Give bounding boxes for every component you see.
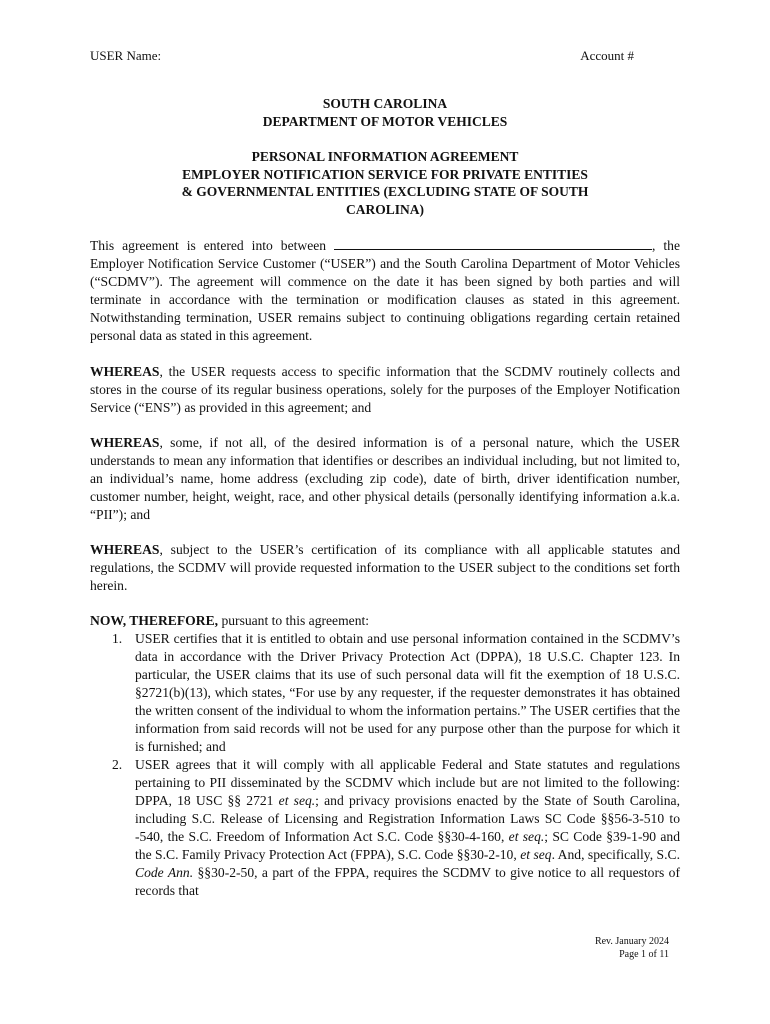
- intro-text-start: This agreement is entered into between: [90, 238, 335, 253]
- agreement-title: [90, 148, 680, 218]
- item2-italic: et seq: [520, 847, 552, 862]
- item2-text-part: . And, specifically, S.C.: [551, 847, 680, 862]
- list-item-text: USER certifies that it is entitled to obtain and use personal information contained in the SCDMV’s data in accordance with the Driver Privacy Protection Act (DPPA), 18 U.S.C. Chapter 123. In particular, the USER claims that its use of such personal data will fit the exemption of 18 U.S.C. §2721(b)(13), which states, “For use by any requester, if the requester demonstrates it has obtained the written consent of the individual to whom the information pertains.” The USER certifies that the information from said records will not be used for any purpose other than the purpose for which it is furnished; and: [135, 631, 680, 754]
- title-line-1: PERSONAL INFORMATION AGREEMENT: [251, 149, 519, 164]
- list-item-number: 2.: [112, 757, 123, 772]
- title-line-2: EMPLOYER NOTIFICATION SERVICE FOR PRIVATE ENTITIES: [182, 166, 588, 182]
- page-number: Page 1 of 11: [619, 949, 669, 960]
- whereas-paragraph-3: [90, 541, 680, 595]
- item2-italic: et seq.: [508, 829, 545, 844]
- whereas-paragraph-1: [90, 363, 680, 417]
- whereas-text-1: , the USER requests access to specific information that the SCDMV routinely collects and stores in the course of its regular business operations, solely for the purposes of the Employer Notification Service (“ENS”) as provided in this agreement; and: [90, 364, 680, 415]
- agency-state: SOUTH CAROLINA: [322, 96, 448, 111]
- now-therefore-lead: NOW, THEREFORE,: [90, 613, 219, 628]
- user-name-label: USER Name:: [90, 48, 162, 63]
- item2-italic: et seq.: [278, 793, 316, 808]
- now-therefore-text: pursuant to this agreement:: [218, 613, 370, 628]
- user-name-blank-line: [334, 238, 652, 250]
- list-item-number: 1.: [112, 631, 123, 646]
- item2-text-part: USER agrees that it will comply with all applicable Federal and State statutes and regulations pertaining to PII disseminated by the SCDMV which include but are not limited to the following: DPPA, 18 USC §§ 2721: [135, 757, 680, 808]
- list-item: [90, 630, 680, 756]
- whereas-lead-2: WHEREAS: [90, 435, 160, 450]
- whereas-text-3: , subject to the USER’s certification of its compliance with all applicable statutes and regulations, the SCDMV will provide requested information to the USER subject to the conditions set forth herein.: [90, 542, 680, 593]
- whereas-lead-1: WHEREAS: [90, 364, 160, 379]
- intro-paragraph: [90, 237, 680, 345]
- item2-italic: Code Ann.: [135, 865, 194, 880]
- revision-date: Rev. January 2024: [594, 936, 669, 947]
- list-item: [90, 756, 680, 900]
- agency-department: DEPARTMENT OF MOTOR VEHICLES: [262, 113, 508, 129]
- intro-text-end: , the Employer Notification Service Customer (“USER”) and the South Carolina Department of Motor Vehicles (“SCDMV”). The agreement will commence on the date it has been signed by both parties and will terminate in accordance with the termination or modification clauses as stated in this agreement. Notwithstanding termination, USER remains subject to continuing obligations regarding certain retained personal data as stated in this agreement.: [90, 238, 680, 343]
- page-footer: [595, 935, 669, 961]
- title-line-4: CAROLINA): [345, 201, 424, 217]
- item2-text-part: ; SC Code §39-1-90 and the S.C. Family Privacy Protection Act (FPPA), S.C. Code §§30-2-10,: [135, 829, 681, 862]
- now-therefore-paragraph: [90, 612, 680, 630]
- whereas-text-2: , some, if not all, of the desired information is of a personal nature, which the USER understands to mean any information that identifies or describes an individual including, but not limited to, an individual’s name, home address (excluding zip code), date of birth, driver identification number, customer number, height, weight, race, and other physical details (personally identifying information a.k.a. “PII”); and: [90, 435, 680, 522]
- whereas-lead-3: WHEREAS: [90, 542, 160, 557]
- whereas-paragraph-2: [90, 434, 680, 524]
- list-item-text: [135, 757, 680, 898]
- terms-list: [90, 630, 680, 900]
- agency-heading: [90, 95, 680, 130]
- title-line-3: & GOVERNMENTAL ENTITIES (EXCLUDING STATE OF SOUTH: [181, 184, 589, 199]
- item2-text-part: ; and privacy provisions enacted by the State of South Carolina, including S.C. Release of Licensing and Registration Information Laws SC Code §§56-3-510 to -540, the S.C. Freedom of Information Act S.C. Code §§30-4-160,: [135, 793, 680, 844]
- account-number-label: Account #: [580, 48, 634, 63]
- item2-text-part: §§30-2-50, a part of the FPPA, requires the SCDMV to give notice to all requestors of records that: [135, 865, 680, 898]
